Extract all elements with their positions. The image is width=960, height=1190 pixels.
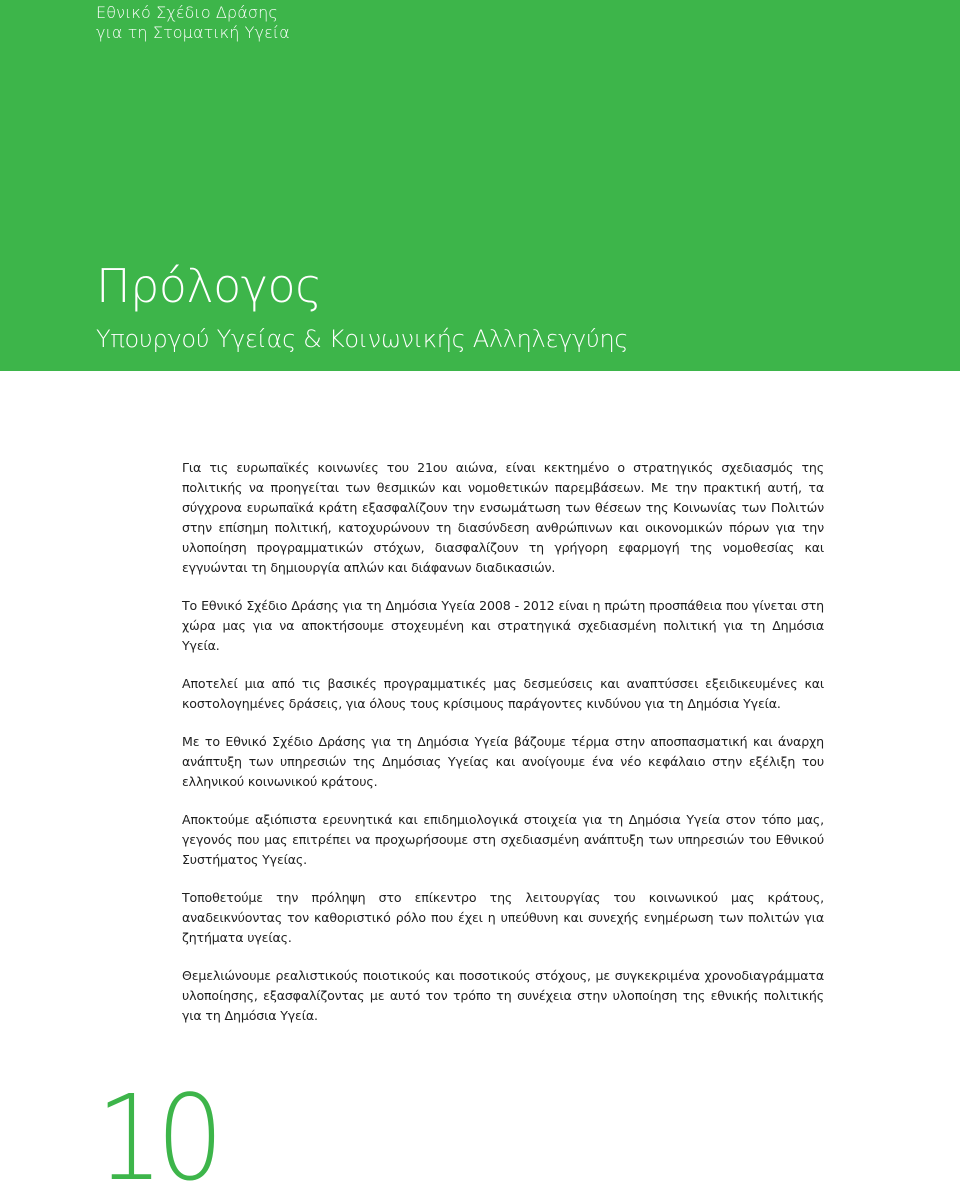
page-subtitle: Υπουργού Υγείας & Κοινωνικής Αλληλεγγύης — [96, 325, 629, 353]
series-title-line2: για τη Στοματική Υγεία — [96, 23, 290, 42]
body-text — [182, 458, 824, 1044]
header-banner — [0, 0, 960, 371]
paragraph-1: Για τις ευρωπαϊκές κοινωνίες του 21ου αιώνα, είναι κεκτημένο ο στρατηγικός σχεδιασμός της πολιτικής να προηγείται των θεσμικών και νομοθετικών παρεμβάσεων. Με την πρακτική αυτή, τα σύγχρονα ευρωπαϊκά κράτη εξασφαλίζουν την ενσωμάτωση των θέσεων της Κοινωνίας των Πολιτών στην επίσημη πολιτική, κατοχυρώνουν τη διασύνδεση ανθρώπινων και οικονομικών πόρων για την υλοποίηση προγραμματικών στόχων, διασφαλίζουν τη γρήγορη εφαρμογή της νομοθεσίας και εγγυώνται τη δημιουργία απλών και διάφανων διαδικασιών. — [182, 460, 824, 575]
series-title-line1: Εθνικό Σχέδιο Δράσης — [96, 3, 278, 22]
paragraph-3: Αποτελεί μια από τις βασικές προγραμματικές μας δεσμεύσεις και αναπτύσσει εξειδικευμένες και κοστολογημένες δράσεις, για όλους τους κρίσιμους παράγοντες κινδύνου για τη Δημόσια Υγεία. — [182, 676, 824, 711]
paragraph-4: Με το Εθνικό Σχέδιο Δράσης για τη Δημόσια Υγεία βάζουμε τέρμα στην αποσπασματική και άναρχη ανάπτυξη των υπηρεσιών της Δημόσιας Υγείας και ανοίγουμε ένα νέο κεφάλαιο στην εξέλιξη του ελληνικού κοινωνικού κράτους. — [182, 734, 824, 789]
paragraph-6: Τοποθετούμε την πρόληψη στο επίκεντρο της λειτουργίας του κοινωνικού μας κράτους, αναδεικνύοντας τον καθοριστικό ρόλο που έχει η υπεύθυνη και συνεχής ενημέρωση των πολιτών για ζητήματα υγείας. — [182, 890, 824, 945]
paragraph-2: Το Εθνικό Σχέδιο Δράσης για τη Δημόσια Υγεία 2008 - 2012 είναι η πρώτη προσπάθεια που γίνεται στη χώρα μας για να αποκτήσουμε στοχευμένη και στρατηγικά σχεδιασμένη πολιτική για τη Δημόσια Υγεία. — [182, 598, 824, 653]
paragraph-7: Θεμελιώνουμε ρεαλιστικούς ποιοτικούς και ποσοτικούς στόχους, με συγκεκριμένα χρονοδιαγράμματα υλοποίησης, εξασφαλίζοντας με αυτό τον τρόπο τη συνέχεια στην υλοποίηση της εθνικής πολιτικής για τη Δημόσια Υγεία. — [182, 968, 824, 1023]
page-number: 10 — [96, 1069, 217, 1190]
paragraph-5: Αποκτούμε αξιόπιστα ερευνητικά και επιδημιολογικά στοιχεία για τη Δημόσια Υγεία στον τόπο μας, γεγονός που μας επιτρέπει να προχωρήσουμε στη σχεδιασμένη ανάπτυξη των υπηρεσιών του Εθνικού Συστήματος Υγείας. — [182, 812, 824, 867]
series-title — [96, 3, 290, 43]
page-title: Πρόλογος — [96, 259, 322, 313]
